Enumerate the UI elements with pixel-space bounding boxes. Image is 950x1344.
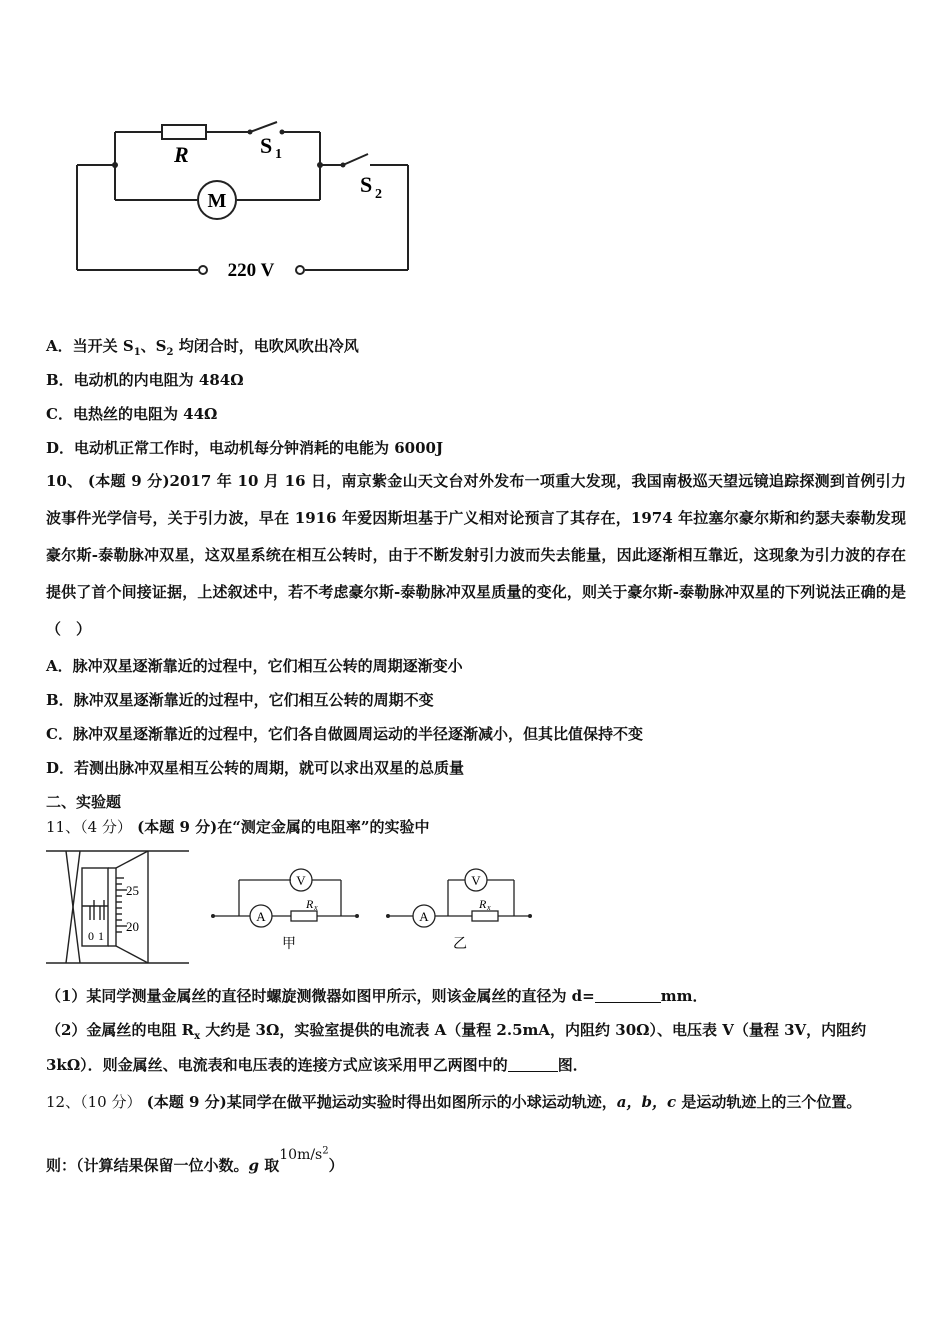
answer-blank-circuit[interactable] xyxy=(508,1055,558,1072)
switch-s2 xyxy=(343,154,368,165)
micrometer-tick-0: 0 xyxy=(88,929,94,943)
resistor-rx-jia xyxy=(291,911,317,921)
q9-option-b: B．电动机的内电阻为 484Ω xyxy=(46,371,244,389)
q10-option-a: A．脉冲双星逐渐靠近的过程中，它们相互公转的周期逐渐变小 xyxy=(46,657,463,675)
resistor-jia-sub: x xyxy=(314,903,318,912)
q9-option-d: D．电动机正常工作时，电动机每分钟消耗的电能为 6000J xyxy=(46,439,444,457)
switch1-label: S xyxy=(260,133,273,158)
switch-s1 xyxy=(250,122,277,132)
switch2-label: S xyxy=(360,172,373,197)
voltage-label: 220 V xyxy=(227,260,275,281)
resistor-label: R xyxy=(174,142,189,167)
micrometer-figure xyxy=(44,848,189,966)
q11-stem: 11、（4 分） (本题 9 分)在“测定金属的电阻率”的实验中 xyxy=(46,818,430,836)
answer-blank-diameter[interactable] xyxy=(595,986,661,1003)
switch1-subscript: 1 xyxy=(275,147,282,162)
resistor-yi-label: R xyxy=(479,897,487,911)
micrometer-tick-25: 25 xyxy=(126,883,139,898)
section-title: 二、实验题 xyxy=(46,793,122,811)
circuit-jia xyxy=(205,862,365,957)
q11-part2-line2: 3kΩ）．则金属丝、电流表和电压表的连接方式应该采用甲乙两图中的 图． xyxy=(46,1056,588,1074)
q10-option-d: D．若测出脉冲双星相互公转的周期，就可以求出双星的总质量 xyxy=(46,759,465,777)
g-value: $10m/s^2$ xyxy=(279,1145,329,1163)
resistor-r xyxy=(162,125,206,139)
q11-part1: （1）某同学测量金属丝的直径时螺旋测微器如图甲所示，则该金属丝的直径为 d= mm． xyxy=(46,987,708,1005)
q10-stem: 10、 (本题 9 分)2017 年 10 月 16 日，南京紫金山天文台对外发布一项重大发现，我国南极巡天望远镜追踪探测到首例引力波事件光学信号，关于引力波，早在 1916 年爱因斯坦基于广义相对论预言了其存在，1974 年拉塞尔豪尔斯和约瑟夫泰勒发现豪尔斯-泰勒脉冲双星，这双星系统在相互公转时，由于不断发射引力波而失去能量，因此逐渐相互靠近，这现象为引力波的存在提供了首个间接证据，上述叙述中，若不考虑豪尔斯-泰勒脉冲双星质量的变化，则关于豪尔斯-泰勒脉冲双星的下列说法正确的是（ ） xyxy=(46,472,906,638)
ammeter-jia-label: A xyxy=(256,909,266,924)
motor-label: M xyxy=(207,190,227,212)
circuit-yi xyxy=(380,862,540,957)
q10-option-c: C．脉冲双星逐渐靠近的过程中，它们各自做圆周运动的半径逐渐减小，但其比值保持不变 xyxy=(46,725,643,743)
q12-line2: 则：（计算结果保留一位小数。g 取$10m/s^2$） xyxy=(46,1145,344,1175)
switch2-subscript: 2 xyxy=(375,187,382,202)
resistor-jia-label: R xyxy=(306,897,314,911)
caption-jia: 甲 xyxy=(282,937,296,952)
voltmeter-yi-label: V xyxy=(471,873,481,888)
q11-part2-line1: （2）金属丝的电阻 $R_x$ 大约是 3Ω，实验室提供的电流表 A（量程 2.5mA，内阻约 30Ω）、电压表 V（量程 3V，内阻约 xyxy=(46,1021,867,1042)
voltmeter-jia-label: V xyxy=(296,873,306,888)
hair-dryer-circuit-diagram xyxy=(70,110,420,285)
q12-stem: 12、（10 分） (本题 9 分)某同学在做平抛运动实验时得出如图所示的小球运动轨迹，a，b，c 是运动轨迹上的三个位置。 xyxy=(46,1093,862,1111)
caption-yi: 乙 xyxy=(453,937,467,952)
micrometer-tick-1: 1 xyxy=(98,929,104,943)
q10-option-b: B．脉冲双星逐渐靠近的过程中，它们相互公转的周期不变 xyxy=(46,691,434,709)
resistor-rx-yi xyxy=(472,911,498,921)
q9-option-a: A．当开关 $S_1$、$S_2$ 均闭合时，电吹风吹出冷风 xyxy=(46,337,359,358)
resistor-yi-sub: x xyxy=(487,903,491,912)
q9-option-c: C．电热丝的电阻为 44Ω xyxy=(46,405,218,423)
micrometer-tick-20: 20 xyxy=(126,919,139,934)
ammeter-yi-label: A xyxy=(419,909,429,924)
